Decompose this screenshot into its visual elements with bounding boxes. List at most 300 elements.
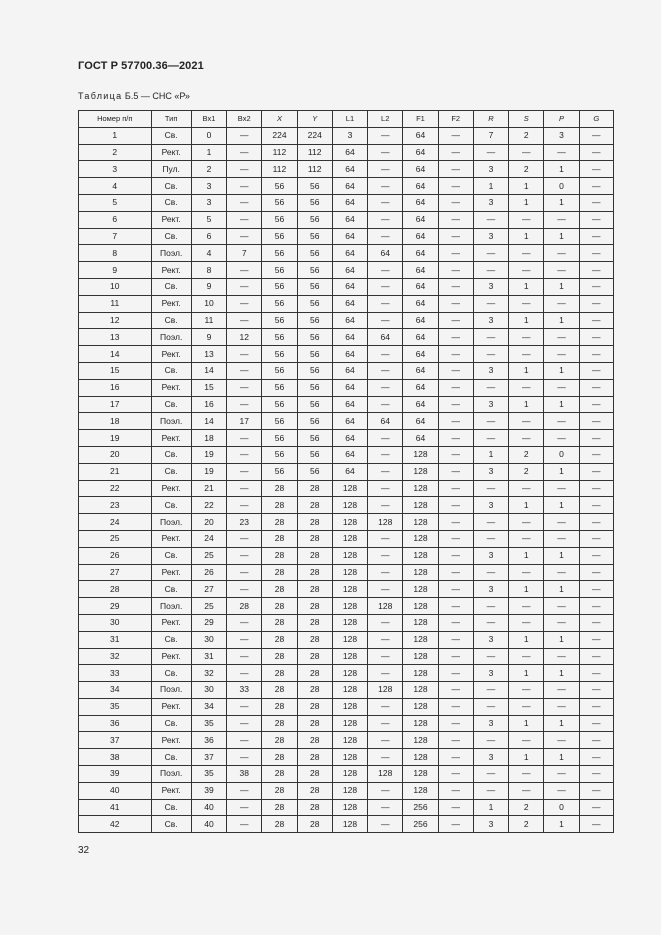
table-cell: 128 [403,547,438,564]
table-cell: 56 [297,178,332,195]
table-cell: 30 [191,631,226,648]
table-cell: — [473,430,508,447]
table-cell: — [473,211,508,228]
table-cell: 64 [403,127,438,144]
table-cell: Поэл. [151,514,191,531]
table-cell: 64 [332,413,367,430]
table-cell: 128 [368,766,403,783]
table-cell: Св. [151,194,191,211]
table-cell: 112 [262,144,297,161]
table-cell: Поэл. [151,245,191,262]
table-cell: Рект. [151,614,191,631]
table-cell: — [579,682,613,699]
table-cell: 6 [191,228,226,245]
table-cell: 1 [509,497,544,514]
table-cell: 1 [544,463,579,480]
table-cell: 19 [79,430,152,447]
table-cell: 28 [297,782,332,799]
column-header: Номер п/п [79,111,152,128]
table-row [79,766,614,783]
table-cell: — [509,480,544,497]
table-cell: 13 [79,329,152,346]
table-row [79,228,614,245]
table-row [79,262,614,279]
table-cell: 128 [332,614,367,631]
table-cell: 0 [544,446,579,463]
table-cell: — [509,648,544,665]
table-cell: — [579,295,613,312]
table-cell: — [227,782,262,799]
table-cell: — [509,144,544,161]
table-cell: 28 [262,480,297,497]
column-header: F2 [438,111,473,128]
table-cell: 128 [403,564,438,581]
table-cell: 1 [544,497,579,514]
table-cell: 56 [297,446,332,463]
table-cell: 23 [79,497,152,514]
table-cell: — [544,379,579,396]
table-cell: — [579,278,613,295]
document-title: ГОСТ Р 57700.36—2021 [78,60,204,72]
table-cell: — [438,682,473,699]
table-cell: — [368,312,403,329]
table-cell: Св. [151,631,191,648]
table-cell: 0 [544,799,579,816]
table-cell: 56 [262,295,297,312]
table-cell: — [227,547,262,564]
table-cell: — [227,396,262,413]
table-cell: 1 [79,127,152,144]
table-cell: 128 [332,715,367,732]
table-cell: 29 [191,614,226,631]
table-cell: — [579,396,613,413]
table-cell: 128 [332,799,367,816]
column-header: S [509,111,544,128]
table-cell: 25 [191,598,226,615]
table-cell: 36 [79,715,152,732]
table-cell: Св. [151,497,191,514]
table-cell: 28 [297,631,332,648]
table-cell: 1 [509,547,544,564]
table-cell: 28 [297,581,332,598]
table-cell: 30 [79,614,152,631]
table-cell: — [368,749,403,766]
table-cell: Рект. [151,732,191,749]
table-cell: Св. [151,278,191,295]
table-cell: — [509,766,544,783]
table-cell: 28 [262,497,297,514]
table-cell: 31 [79,631,152,648]
table-cell: 56 [262,194,297,211]
table-cell: — [579,312,613,329]
table-cell: 128 [332,547,367,564]
table-cell: — [368,480,403,497]
table-cell: 2 [191,161,226,178]
page-number: 32 [78,845,90,856]
table-cell: 40 [191,799,226,816]
table-cell: Рект. [151,144,191,161]
table-cell: 256 [403,799,438,816]
table-cell: — [227,631,262,648]
table-cell: — [438,799,473,816]
table-cell: 128 [368,682,403,699]
table-cell: 64 [332,228,367,245]
table-cell: 3 [473,631,508,648]
table-cell: — [227,346,262,363]
table-cell: — [579,194,613,211]
table-cell: 39 [191,782,226,799]
table-cell: 35 [191,715,226,732]
table-cell: 28 [262,715,297,732]
table-cell: — [579,631,613,648]
data-table [78,110,614,833]
table-row [79,278,614,295]
table-cell: — [438,530,473,547]
table-cell: 1 [509,715,544,732]
table-cell: Поэл. [151,413,191,430]
column-header: G [579,111,613,128]
table-cell: 64 [403,262,438,279]
table-row [79,749,614,766]
table-cell: — [368,446,403,463]
table-cell: 9 [191,278,226,295]
table-cell: — [368,564,403,581]
table-cell: — [438,782,473,799]
table-cell: 64 [368,329,403,346]
table-cell: — [473,564,508,581]
table-cell: — [579,614,613,631]
table-cell: 128 [403,648,438,665]
table-cell: — [579,144,613,161]
table-cell: — [579,362,613,379]
table-cell: — [368,346,403,363]
table-cell: Рект. [151,262,191,279]
table-cell: 64 [403,194,438,211]
table-row [79,194,614,211]
table-row [79,631,614,648]
table-cell: 5 [191,211,226,228]
table-cell: 15 [191,379,226,396]
table-cell: — [438,413,473,430]
table-cell: — [438,614,473,631]
table-cell: 56 [297,379,332,396]
table-cell: 1 [191,144,226,161]
table-cell: Св. [151,362,191,379]
table-cell: — [509,379,544,396]
table-cell: 28 [297,816,332,833]
column-header: X [262,111,297,128]
table-cell: 128 [332,732,367,749]
table-cell: — [473,379,508,396]
table-cell: 128 [403,463,438,480]
table-cell: 64 [332,262,367,279]
table-cell: 3 [544,127,579,144]
table-cell: — [227,648,262,665]
table-cell: 1 [544,581,579,598]
table-cell: — [579,799,613,816]
table-cell: 28 [262,614,297,631]
table-cell: 56 [297,362,332,379]
table-cell: 3 [191,178,226,195]
table-cell: — [227,732,262,749]
table-cell: — [473,682,508,699]
table-cell: 14 [79,346,152,363]
table-cell: — [509,782,544,799]
table-cell: — [509,564,544,581]
table-cell: 1 [509,749,544,766]
table-cell: — [473,648,508,665]
table-cell: 28 [262,698,297,715]
table-cell: 28 [262,564,297,581]
table-cell: 128 [332,631,367,648]
table-cell: 1 [544,396,579,413]
table-cell: 38 [227,766,262,783]
table-cell: 64 [332,463,367,480]
table-cell: 28 [297,799,332,816]
table-row [79,211,614,228]
table-cell: 128 [403,480,438,497]
table-row [79,682,614,699]
table-cell: 64 [332,278,367,295]
table-cell: — [509,295,544,312]
table-cell: — [368,295,403,312]
table-cell: 3 [473,278,508,295]
table-cell: 20 [79,446,152,463]
table-cell: 28 [262,598,297,615]
table-cell: 2 [509,446,544,463]
table-row [79,413,614,430]
table-cell: — [438,665,473,682]
table-row [79,715,614,732]
table-cell: 27 [191,581,226,598]
table-cell: Св. [151,396,191,413]
table-cell: 1 [473,178,508,195]
table-cell: — [227,312,262,329]
table-cell: 1 [544,665,579,682]
table-row [79,362,614,379]
table-cell: — [544,514,579,531]
table-cell: 128 [332,749,367,766]
table-cell: — [438,430,473,447]
table-cell: 12 [227,329,262,346]
table-cell: 38 [79,749,152,766]
table-cell: 1 [544,816,579,833]
table-cell: 128 [332,564,367,581]
table-cell: 28 [79,581,152,598]
table-row [79,178,614,195]
table-cell: — [509,530,544,547]
table-row [79,665,614,682]
table-cell: 3 [473,581,508,598]
table-cell: 2 [509,799,544,816]
table-cell: 64 [332,245,367,262]
table-cell: — [473,514,508,531]
table-cell: — [579,581,613,598]
table-cell: — [473,346,508,363]
table-cell: Св. [151,581,191,598]
table-cell: — [438,749,473,766]
table-cell: 128 [403,715,438,732]
table-cell: — [579,127,613,144]
table-cell: 18 [191,430,226,447]
table-cell: Св. [151,749,191,766]
table-cell: 56 [297,245,332,262]
table-cell: — [438,631,473,648]
table-cell: Св. [151,312,191,329]
table-row [79,581,614,598]
table-cell: 24 [79,514,152,531]
table-cell: 11 [191,312,226,329]
table-cell: — [227,278,262,295]
table-cell: — [227,161,262,178]
table-cell: 1 [509,631,544,648]
table-cell: — [438,581,473,598]
table-cell: — [579,766,613,783]
table-cell: — [579,346,613,363]
table-cell: Рект. [151,648,191,665]
table-cell: — [438,178,473,195]
table-cell: 128 [403,631,438,648]
table-cell: 35 [191,766,226,783]
table-cell: 8 [191,262,226,279]
table-cell: 64 [403,312,438,329]
table-cell: — [368,698,403,715]
table-cell: 28 [297,530,332,547]
table-cell: 28 [297,547,332,564]
table-cell: — [438,245,473,262]
table-cell: 128 [403,698,438,715]
table-cell: — [579,497,613,514]
table-cell: — [544,698,579,715]
table-cell: 40 [191,816,226,833]
table-cell: Св. [151,127,191,144]
table-cell: 5 [79,194,152,211]
table-cell: — [509,262,544,279]
table-cell: 64 [403,144,438,161]
table-cell: 14 [191,413,226,430]
table-cell: 10 [191,295,226,312]
table-cell: — [368,463,403,480]
table-cell: 56 [297,228,332,245]
table-row [79,799,614,816]
table-cell: 4 [191,245,226,262]
table-row [79,782,614,799]
table-cell: 40 [79,782,152,799]
table-cell: 128 [332,480,367,497]
table-cell: 64 [332,312,367,329]
table-cell: — [579,178,613,195]
table-cell: — [438,161,473,178]
table-cell: 56 [262,446,297,463]
table-cell: Св. [151,463,191,480]
table-cell: — [368,547,403,564]
table-cell: 64 [332,379,367,396]
table-cell: 17 [227,413,262,430]
table-cell: 64 [403,245,438,262]
table-cell: 64 [403,178,438,195]
table-cell: Рект. [151,211,191,228]
table-cell: — [438,362,473,379]
table-cell: — [368,648,403,665]
table-cell: — [579,245,613,262]
table-cell: — [544,682,579,699]
table-cell: — [438,598,473,615]
column-header: Вх2 [227,111,262,128]
table-row [79,648,614,665]
table-cell: 3 [473,715,508,732]
table-cell: — [438,312,473,329]
table-cell: — [368,715,403,732]
table-cell: — [544,295,579,312]
table-cell: 128 [332,648,367,665]
table-cell: — [473,262,508,279]
table-cell: 28 [297,648,332,665]
table-cell: 56 [262,245,297,262]
table-cell: 1 [544,547,579,564]
table-cell: — [368,262,403,279]
table-cell: 36 [191,732,226,749]
table-cell: 28 [262,732,297,749]
table-cell: 9 [191,329,226,346]
table-cell: Поэл. [151,598,191,615]
table-cell: — [438,396,473,413]
column-header: Тип [151,111,191,128]
table-cell: 128 [403,732,438,749]
table-cell: 128 [403,446,438,463]
table-cell: 64 [332,178,367,195]
table-cell: — [368,144,403,161]
table-cell: 56 [262,262,297,279]
table-cell: Рект. [151,379,191,396]
table-cell: 32 [79,648,152,665]
table-cell: 28 [262,816,297,833]
table-cell: — [473,245,508,262]
table-cell: — [579,749,613,766]
table-cell: — [544,614,579,631]
table-cell: — [227,211,262,228]
table-cell: 64 [332,446,367,463]
column-header: L1 [332,111,367,128]
table-row [79,446,614,463]
table-cell: 21 [79,463,152,480]
table-cell: — [579,648,613,665]
table-cell: — [227,379,262,396]
table-cell: — [227,816,262,833]
table-cell: — [438,211,473,228]
table-cell: 56 [262,312,297,329]
table-cell: 1 [509,178,544,195]
table-cell: Пул. [151,161,191,178]
table-cell: 28 [297,732,332,749]
table-cell: — [473,329,508,346]
table-cell: Рект. [151,564,191,581]
table-cell: — [368,581,403,598]
table-cell: 128 [403,497,438,514]
table-cell: Поэл. [151,766,191,783]
table-cell: 28 [262,648,297,665]
table-cell: Рект. [151,530,191,547]
table-cell: 64 [368,413,403,430]
table-row [79,396,614,413]
table-cell: 64 [403,430,438,447]
table-cell: — [509,211,544,228]
table-row [79,144,614,161]
table-cell: 33 [79,665,152,682]
table-cell: 64 [403,211,438,228]
table-cell: 56 [297,396,332,413]
table-cell: — [438,732,473,749]
table-cell: 64 [332,346,367,363]
